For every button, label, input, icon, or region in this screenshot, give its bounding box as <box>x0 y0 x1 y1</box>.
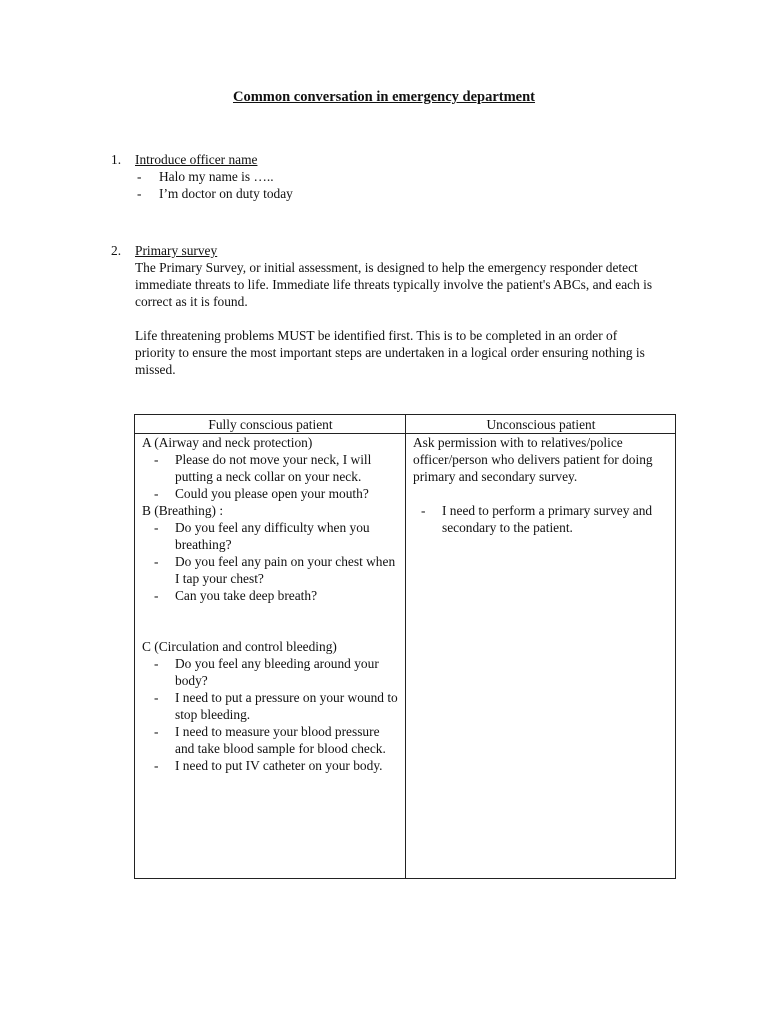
table-header-row <box>135 415 676 434</box>
permission-text: Ask permission with to relatives/police officer/person who delivers patient for doing primary and secondary survey. <box>413 435 653 484</box>
group-label-airway: A (Airway and neck protection) <box>142 435 313 450</box>
paragraph: The Primary Survey, or initial assessment, is designed to help the emergency responder detect immediate threats to life. Immediate life threats typically involve the patient's ABCs, and each is correct as it is found. <box>135 260 653 309</box>
list-item: - I need to put IV catheter on your body. <box>142 757 399 774</box>
list-item: - I need to put a pressure on your wound to stop bleeding. <box>142 689 399 723</box>
circulation-list <box>142 655 399 774</box>
section-heading: Introduce officer name <box>135 152 258 167</box>
group-label-breathing: B (Breathing) : <box>142 503 224 518</box>
section-introduce-officer <box>111 151 681 202</box>
list-item: - I need to perform a primary survey and secondary to the patient. <box>413 502 669 536</box>
phrase-list <box>135 168 681 202</box>
group-label-circulation: C (Circulation and control bleeding) <box>142 639 337 654</box>
section-primary-survey <box>111 242 681 378</box>
list-item: - Please do not move your neck, I will putting a neck collar on your neck. <box>142 451 399 485</box>
table-row <box>135 434 676 879</box>
breathing-list <box>142 519 399 604</box>
section-body <box>135 151 681 202</box>
list-item: - Could you please open your mouth? <box>142 485 399 502</box>
list-item: - I need to measure your blood pressure and take blood sample for blood check. <box>142 723 399 757</box>
list-item: - Do you feel any bleeding around your body? <box>142 655 399 689</box>
document-title-text: Common conversation in emergency department <box>232 89 536 105</box>
document-title <box>0 89 768 106</box>
section-number: 1. <box>111 152 122 167</box>
unconscious-list <box>413 502 669 536</box>
section-body <box>135 242 681 378</box>
section-number: 2. <box>111 243 122 258</box>
section-heading: Primary survey <box>135 243 218 258</box>
column-header-conscious: Fully conscious patient <box>135 415 406 434</box>
list-item: - Do you feel any difficulty when you breathing? <box>142 519 399 553</box>
list-item: - Can you take deep breath? <box>142 587 399 604</box>
unconscious-cell <box>406 434 676 879</box>
list-item: - I’m doctor on duty today <box>135 185 681 202</box>
list-item: - Do you feel any pain on your chest when I tap your chest? <box>142 553 399 587</box>
column-header-unconscious: Unconscious patient <box>406 415 676 434</box>
list-item: - Halo my name is ….. <box>135 168 681 185</box>
airway-list <box>142 451 399 502</box>
paragraph: Life threatening problems MUST be identified first. This is to be completed in an order of priority to ensure the most important steps are undertaken in a logical order ensuring nothing is missed. <box>135 328 645 377</box>
conversation-table <box>134 414 676 879</box>
conscious-cell <box>135 434 406 879</box>
